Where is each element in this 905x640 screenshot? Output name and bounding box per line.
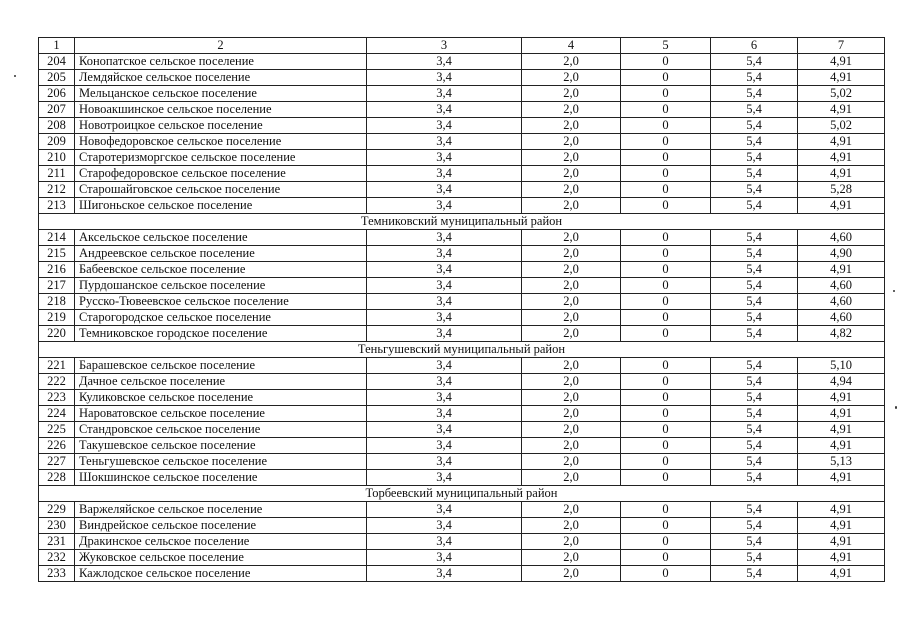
value-col-7: 4,60 — [798, 230, 885, 246]
value-col-3: 3,4 — [367, 390, 522, 406]
value-col-5: 0 — [621, 70, 711, 86]
value-col-4: 2,0 — [522, 182, 621, 198]
table-row — [39, 70, 885, 86]
row-number: 220 — [39, 326, 75, 342]
value-col-7: 5,13 — [798, 454, 885, 470]
value-col-6: 5,4 — [711, 374, 798, 390]
table-row — [39, 358, 885, 374]
table-body — [39, 38, 885, 582]
table-row — [39, 374, 885, 390]
settlement-name: Новоакшинское сельское поселение — [75, 102, 367, 118]
value-col-4: 2,0 — [522, 358, 621, 374]
value-col-7: 4,91 — [798, 566, 885, 582]
value-col-7: 4,91 — [798, 134, 885, 150]
value-col-5: 0 — [621, 438, 711, 454]
table-row — [39, 54, 885, 70]
value-col-4: 2,0 — [522, 406, 621, 422]
row-number: 214 — [39, 230, 75, 246]
settlement-name: Русско-Тювеевское сельское поселение — [75, 294, 367, 310]
settlement-name: Новофедоровское сельское поселение — [75, 134, 367, 150]
settlement-name: Аксельское сельское поселение — [75, 230, 367, 246]
settlement-name: Новотроицкое сельское поселение — [75, 118, 367, 134]
settlement-name: Стандровское сельское поселение — [75, 422, 367, 438]
value-col-3: 3,4 — [367, 518, 522, 534]
row-number: 209 — [39, 134, 75, 150]
settlement-name: Куликовское сельское поселение — [75, 390, 367, 406]
value-col-7: 4,82 — [798, 326, 885, 342]
value-col-7: 4,91 — [798, 438, 885, 454]
table-row — [39, 118, 885, 134]
settlement-name: Пурдошанское сельское поселение — [75, 278, 367, 294]
table-row — [39, 390, 885, 406]
value-col-6: 5,4 — [711, 134, 798, 150]
value-col-4: 2,0 — [522, 550, 621, 566]
value-col-5: 0 — [621, 246, 711, 262]
value-col-3: 3,4 — [367, 438, 522, 454]
value-col-7: 4,91 — [798, 550, 885, 566]
value-col-7: 4,90 — [798, 246, 885, 262]
settlement-name: Теньгушевское сельское поселение — [75, 454, 367, 470]
settlement-name: Старогородское сельское поселение — [75, 310, 367, 326]
district-title: Торбеевский муниципальный район — [39, 486, 885, 502]
table-row — [39, 454, 885, 470]
value-col-7: 4,91 — [798, 502, 885, 518]
table-row — [39, 230, 885, 246]
value-col-6: 5,4 — [711, 550, 798, 566]
value-col-6: 5,4 — [711, 326, 798, 342]
row-number: 218 — [39, 294, 75, 310]
value-col-4: 2,0 — [522, 470, 621, 486]
table-row — [39, 326, 885, 342]
table-row — [39, 470, 885, 486]
value-col-5: 0 — [621, 566, 711, 582]
table-row — [39, 102, 885, 118]
table-row — [39, 422, 885, 438]
value-col-3: 3,4 — [367, 246, 522, 262]
value-col-5: 0 — [621, 230, 711, 246]
value-col-5: 0 — [621, 182, 711, 198]
value-col-7: 5,10 — [798, 358, 885, 374]
document-page — [38, 37, 884, 582]
value-col-5: 0 — [621, 534, 711, 550]
value-col-4: 2,0 — [522, 198, 621, 214]
value-col-7: 4,60 — [798, 294, 885, 310]
value-col-6: 5,4 — [711, 278, 798, 294]
value-col-4: 2,0 — [522, 534, 621, 550]
value-col-3: 3,4 — [367, 54, 522, 70]
value-col-5: 0 — [621, 518, 711, 534]
value-col-4: 2,0 — [522, 502, 621, 518]
value-col-4: 2,0 — [522, 390, 621, 406]
settlement-name: Темниковское городское поселение — [75, 326, 367, 342]
value-col-6: 5,4 — [711, 358, 798, 374]
settlement-name: Шокшинское сельское поселение — [75, 470, 367, 486]
value-col-3: 3,4 — [367, 278, 522, 294]
value-col-6: 5,4 — [711, 150, 798, 166]
settlement-name: Лемдяйское сельское поселение — [75, 70, 367, 86]
value-col-7: 4,91 — [798, 198, 885, 214]
value-col-3: 3,4 — [367, 422, 522, 438]
settlement-name: Старофедоровское сельское поселение — [75, 166, 367, 182]
column-header: 2 — [75, 38, 367, 54]
row-number: 232 — [39, 550, 75, 566]
column-header: 1 — [39, 38, 75, 54]
value-col-3: 3,4 — [367, 262, 522, 278]
value-col-5: 0 — [621, 502, 711, 518]
value-col-6: 5,4 — [711, 70, 798, 86]
value-col-3: 3,4 — [367, 566, 522, 582]
settlement-name: Такушевское сельское поселение — [75, 438, 367, 454]
value-col-6: 5,4 — [711, 262, 798, 278]
table-row — [39, 86, 885, 102]
scan-speck — [14, 75, 16, 77]
column-header: 4 — [522, 38, 621, 54]
value-col-5: 0 — [621, 54, 711, 70]
value-col-4: 2,0 — [522, 438, 621, 454]
value-col-4: 2,0 — [522, 246, 621, 262]
value-col-6: 5,4 — [711, 198, 798, 214]
row-number: 223 — [39, 390, 75, 406]
table-row — [39, 310, 885, 326]
value-col-3: 3,4 — [367, 198, 522, 214]
value-col-7: 4,91 — [798, 166, 885, 182]
value-col-3: 3,4 — [367, 294, 522, 310]
value-col-4: 2,0 — [522, 70, 621, 86]
value-col-6: 5,4 — [711, 454, 798, 470]
district-section-row — [39, 486, 885, 502]
data-table — [38, 37, 885, 582]
value-col-5: 0 — [621, 278, 711, 294]
value-col-6: 5,4 — [711, 438, 798, 454]
table-row — [39, 502, 885, 518]
row-number: 207 — [39, 102, 75, 118]
row-number: 215 — [39, 246, 75, 262]
table-row — [39, 198, 885, 214]
row-number: 211 — [39, 166, 75, 182]
value-col-6: 5,4 — [711, 534, 798, 550]
settlement-name: Конопатское сельское поселение — [75, 54, 367, 70]
value-col-3: 3,4 — [367, 358, 522, 374]
value-col-3: 3,4 — [367, 550, 522, 566]
value-col-6: 5,4 — [711, 166, 798, 182]
value-col-5: 0 — [621, 134, 711, 150]
column-header: 6 — [711, 38, 798, 54]
value-col-7: 4,91 — [798, 518, 885, 534]
value-col-4: 2,0 — [522, 422, 621, 438]
row-number: 224 — [39, 406, 75, 422]
value-col-6: 5,4 — [711, 246, 798, 262]
value-col-6: 5,4 — [711, 182, 798, 198]
value-col-4: 2,0 — [522, 54, 621, 70]
table-row — [39, 550, 885, 566]
value-col-5: 0 — [621, 358, 711, 374]
value-col-6: 5,4 — [711, 310, 798, 326]
table-row — [39, 438, 885, 454]
value-col-4: 2,0 — [522, 102, 621, 118]
settlement-name: Шигоньское сельское поселение — [75, 198, 367, 214]
value-col-6: 5,4 — [711, 422, 798, 438]
column-header: 3 — [367, 38, 522, 54]
value-col-6: 5,4 — [711, 406, 798, 422]
settlement-name: Кажлодское сельское поселение — [75, 566, 367, 582]
value-col-7: 5,02 — [798, 118, 885, 134]
value-col-6: 5,4 — [711, 566, 798, 582]
row-number: 231 — [39, 534, 75, 550]
value-col-5: 0 — [621, 294, 711, 310]
value-col-5: 0 — [621, 118, 711, 134]
value-col-6: 5,4 — [711, 230, 798, 246]
value-col-4: 2,0 — [522, 294, 621, 310]
value-col-4: 2,0 — [522, 262, 621, 278]
column-header-row — [39, 38, 885, 54]
value-col-4: 2,0 — [522, 166, 621, 182]
value-col-7: 4,91 — [798, 102, 885, 118]
table-row — [39, 518, 885, 534]
district-title: Темниковский муниципальный район — [39, 214, 885, 230]
row-number: 212 — [39, 182, 75, 198]
settlement-name: Андреевское сельское поселение — [75, 246, 367, 262]
row-number: 206 — [39, 86, 75, 102]
value-col-5: 0 — [621, 150, 711, 166]
value-col-3: 3,4 — [367, 182, 522, 198]
row-number: 213 — [39, 198, 75, 214]
row-number: 217 — [39, 278, 75, 294]
value-col-6: 5,4 — [711, 54, 798, 70]
value-col-5: 0 — [621, 326, 711, 342]
value-col-4: 2,0 — [522, 150, 621, 166]
value-col-5: 0 — [621, 102, 711, 118]
value-col-3: 3,4 — [367, 86, 522, 102]
value-col-7: 4,91 — [798, 70, 885, 86]
table-row — [39, 406, 885, 422]
settlement-name: Мельцанское сельское поселение — [75, 86, 367, 102]
value-col-5: 0 — [621, 406, 711, 422]
row-number: 226 — [39, 438, 75, 454]
value-col-6: 5,4 — [711, 518, 798, 534]
value-col-7: 4,60 — [798, 310, 885, 326]
value-col-6: 5,4 — [711, 102, 798, 118]
table-row — [39, 246, 885, 262]
value-col-3: 3,4 — [367, 102, 522, 118]
value-col-3: 3,4 — [367, 310, 522, 326]
settlement-name: Старотеризморгское сельское поселение — [75, 150, 367, 166]
row-number: 225 — [39, 422, 75, 438]
scan-speck — [895, 406, 897, 409]
value-col-7: 4,91 — [798, 54, 885, 70]
district-section-row — [39, 342, 885, 358]
value-col-4: 2,0 — [522, 518, 621, 534]
row-number: 229 — [39, 502, 75, 518]
value-col-4: 2,0 — [522, 310, 621, 326]
value-col-3: 3,4 — [367, 502, 522, 518]
value-col-5: 0 — [621, 422, 711, 438]
value-col-7: 5,28 — [798, 182, 885, 198]
table-row — [39, 534, 885, 550]
value-col-6: 5,4 — [711, 86, 798, 102]
settlement-name: Жуковское сельское поселение — [75, 550, 367, 566]
district-section-row — [39, 214, 885, 230]
table-row — [39, 566, 885, 582]
column-header: 5 — [621, 38, 711, 54]
value-col-7: 4,60 — [798, 278, 885, 294]
value-col-7: 5,02 — [798, 86, 885, 102]
value-col-3: 3,4 — [367, 454, 522, 470]
scan-speck — [893, 290, 895, 292]
value-col-5: 0 — [621, 198, 711, 214]
value-col-6: 5,4 — [711, 118, 798, 134]
value-col-7: 4,91 — [798, 470, 885, 486]
value-col-5: 0 — [621, 550, 711, 566]
row-number: 221 — [39, 358, 75, 374]
value-col-3: 3,4 — [367, 406, 522, 422]
value-col-3: 3,4 — [367, 150, 522, 166]
value-col-4: 2,0 — [522, 326, 621, 342]
value-col-6: 5,4 — [711, 294, 798, 310]
value-col-3: 3,4 — [367, 470, 522, 486]
row-number: 219 — [39, 310, 75, 326]
table-row — [39, 262, 885, 278]
value-col-5: 0 — [621, 262, 711, 278]
value-col-7: 4,91 — [798, 390, 885, 406]
settlement-name: Бабеевское сельское поселение — [75, 262, 367, 278]
value-col-5: 0 — [621, 470, 711, 486]
row-number: 228 — [39, 470, 75, 486]
value-col-4: 2,0 — [522, 454, 621, 470]
value-col-5: 0 — [621, 166, 711, 182]
value-col-3: 3,4 — [367, 326, 522, 342]
value-col-4: 2,0 — [522, 374, 621, 390]
value-col-6: 5,4 — [711, 470, 798, 486]
value-col-3: 3,4 — [367, 166, 522, 182]
table-row — [39, 166, 885, 182]
row-number: 222 — [39, 374, 75, 390]
value-col-4: 2,0 — [522, 118, 621, 134]
value-col-7: 4,94 — [798, 374, 885, 390]
settlement-name: Виндрейское сельское поселение — [75, 518, 367, 534]
row-number: 230 — [39, 518, 75, 534]
value-col-7: 4,91 — [798, 150, 885, 166]
settlement-name: Варжеляйское сельское поселение — [75, 502, 367, 518]
value-col-3: 3,4 — [367, 70, 522, 86]
row-number: 216 — [39, 262, 75, 278]
table-row — [39, 134, 885, 150]
value-col-5: 0 — [621, 390, 711, 406]
row-number: 204 — [39, 54, 75, 70]
value-col-4: 2,0 — [522, 86, 621, 102]
value-col-7: 4,91 — [798, 262, 885, 278]
value-col-7: 4,91 — [798, 534, 885, 550]
table-row — [39, 182, 885, 198]
value-col-3: 3,4 — [367, 374, 522, 390]
value-col-7: 4,91 — [798, 406, 885, 422]
value-col-5: 0 — [621, 374, 711, 390]
table-row — [39, 278, 885, 294]
value-col-3: 3,4 — [367, 230, 522, 246]
row-number: 205 — [39, 70, 75, 86]
value-col-5: 0 — [621, 310, 711, 326]
settlement-name: Барашевское сельское поселение — [75, 358, 367, 374]
row-number: 210 — [39, 150, 75, 166]
settlement-name: Старошайговское сельское поселение — [75, 182, 367, 198]
value-col-6: 5,4 — [711, 390, 798, 406]
row-number: 208 — [39, 118, 75, 134]
value-col-4: 2,0 — [522, 278, 621, 294]
row-number: 233 — [39, 566, 75, 582]
district-title: Теньгушевский муниципальный район — [39, 342, 885, 358]
value-col-4: 2,0 — [522, 230, 621, 246]
value-col-4: 2,0 — [522, 134, 621, 150]
settlement-name: Дракинское сельское поселение — [75, 534, 367, 550]
value-col-4: 2,0 — [522, 566, 621, 582]
column-header: 7 — [798, 38, 885, 54]
value-col-6: 5,4 — [711, 502, 798, 518]
row-number: 227 — [39, 454, 75, 470]
value-col-5: 0 — [621, 86, 711, 102]
value-col-5: 0 — [621, 454, 711, 470]
value-col-3: 3,4 — [367, 118, 522, 134]
settlement-name: Дачное сельское поселение — [75, 374, 367, 390]
value-col-7: 4,91 — [798, 422, 885, 438]
value-col-3: 3,4 — [367, 534, 522, 550]
table-row — [39, 294, 885, 310]
table-row — [39, 150, 885, 166]
settlement-name: Нароватовское сельское поселение — [75, 406, 367, 422]
value-col-3: 3,4 — [367, 134, 522, 150]
